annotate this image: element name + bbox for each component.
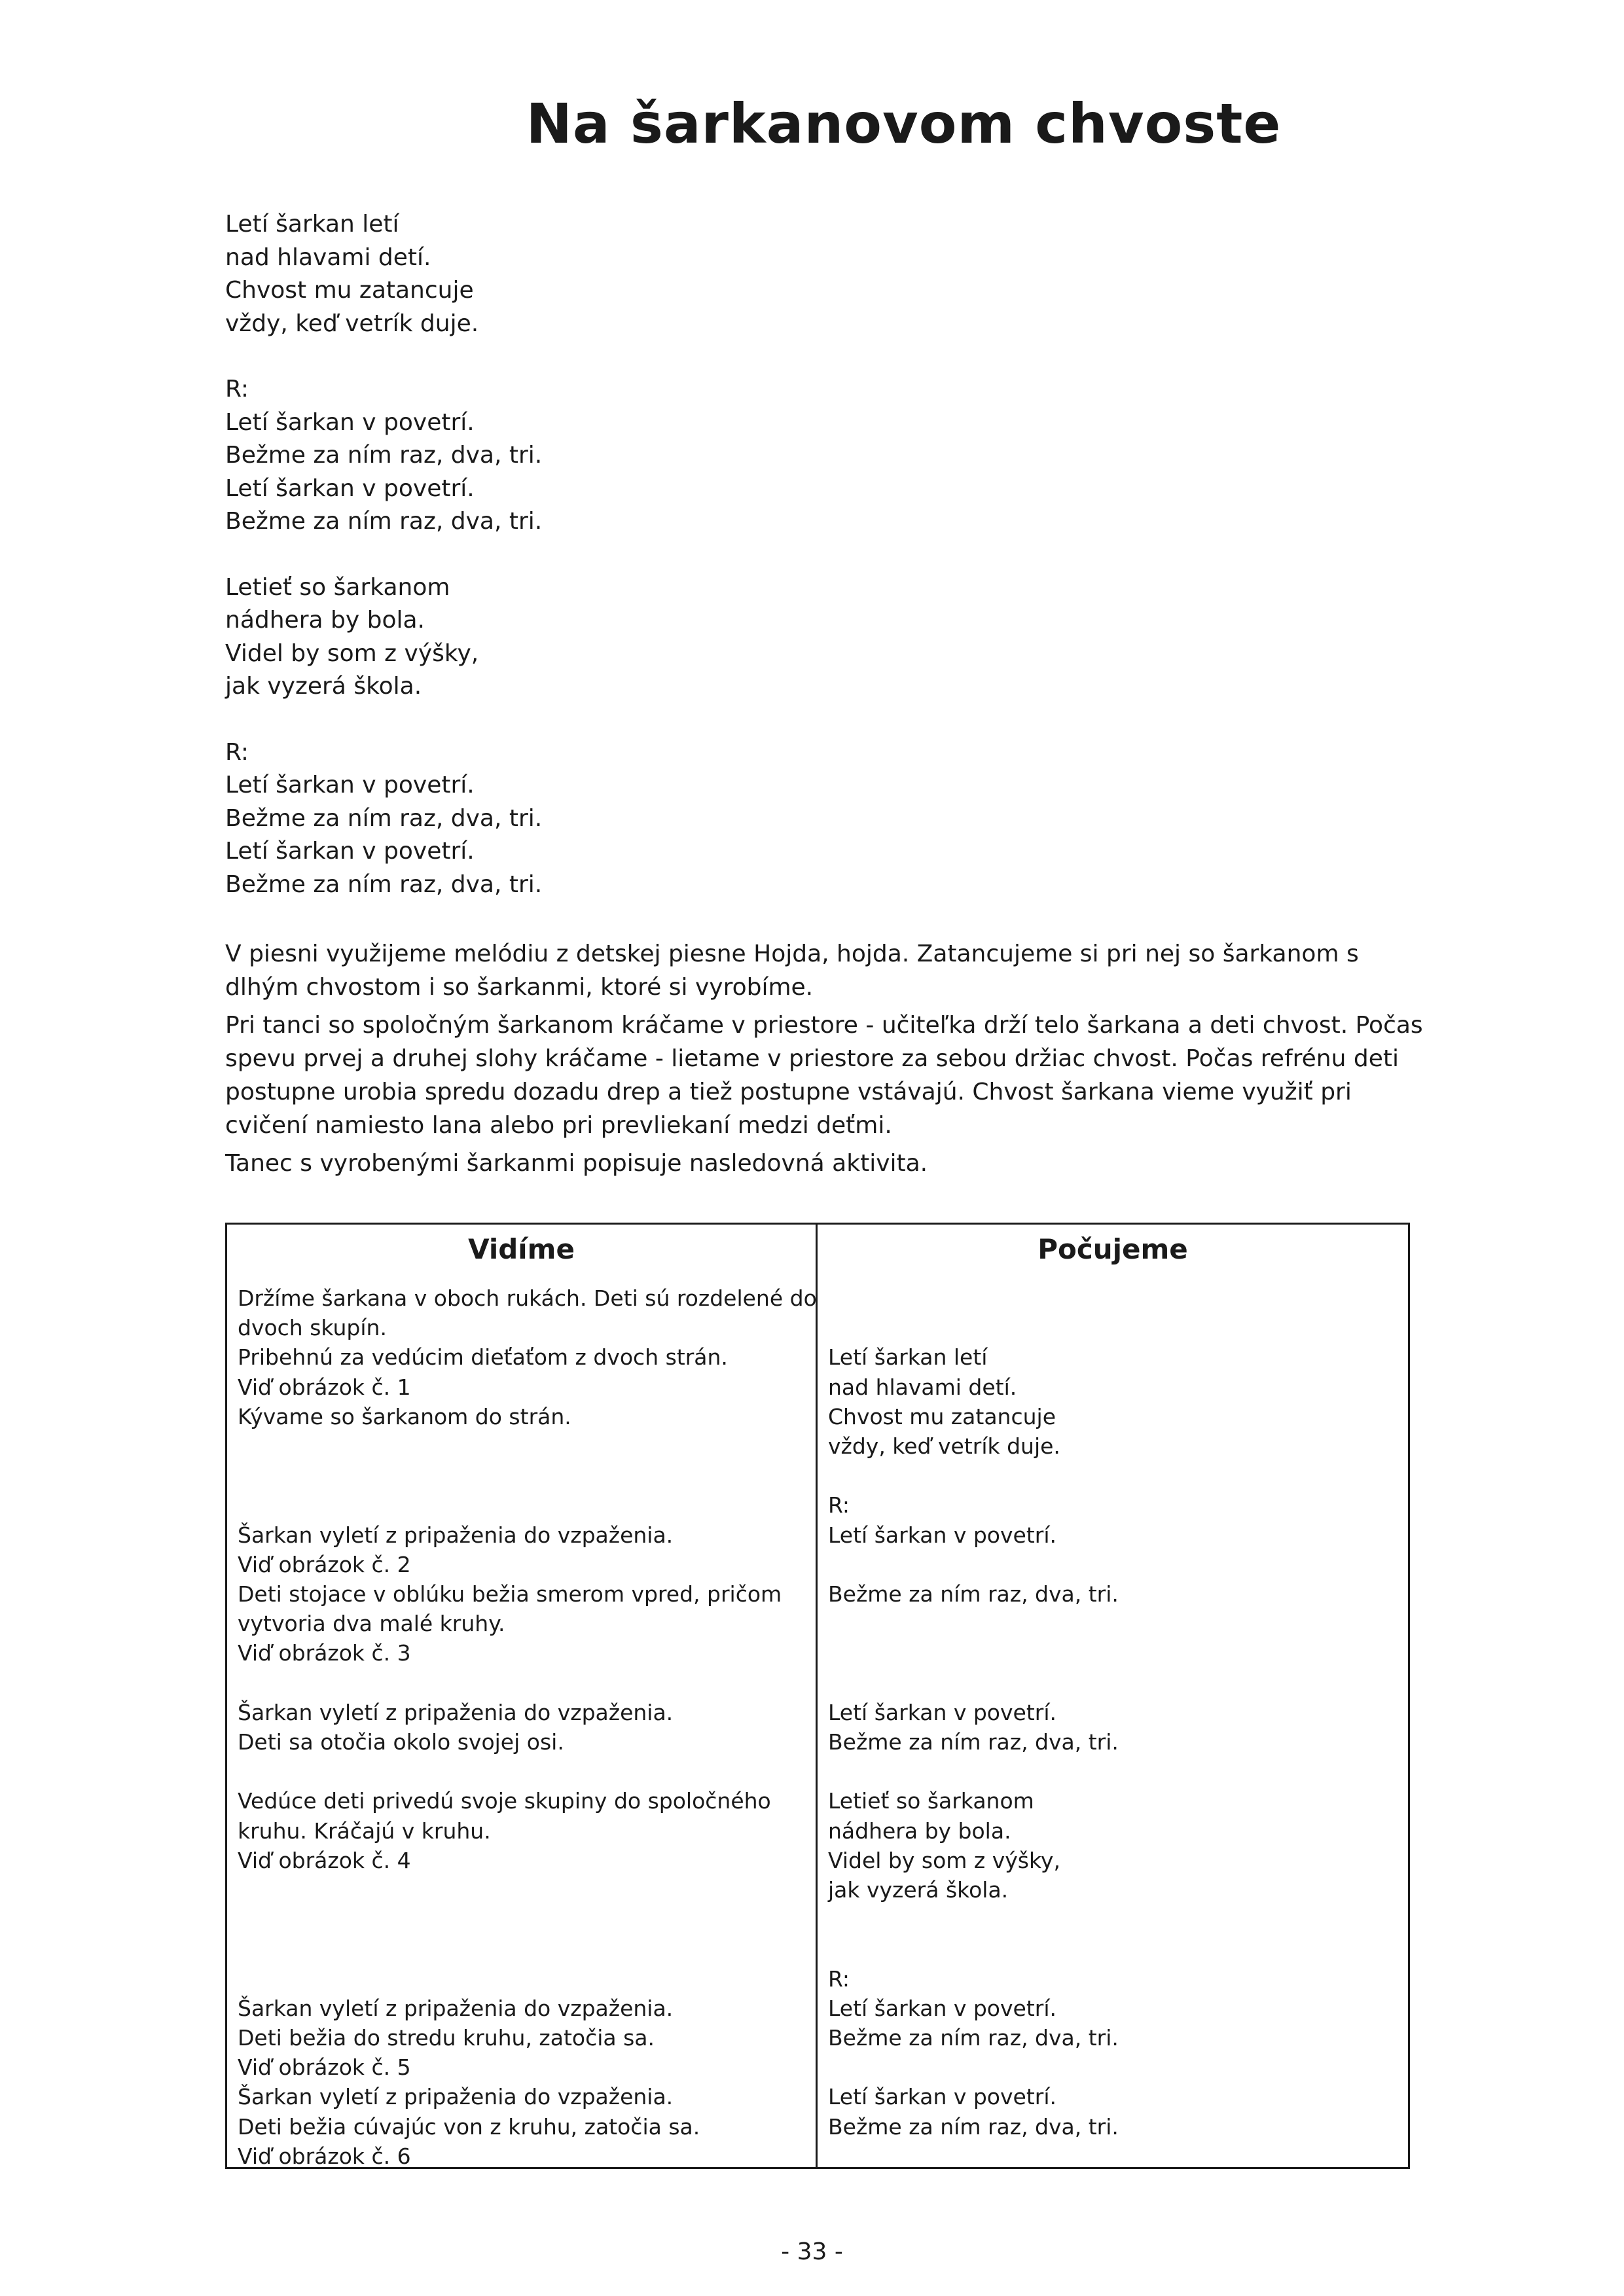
- column-header-vidime: Vidíme: [468, 1233, 575, 1265]
- lyrics-line: Bežme za ním raz, dva, tri.: [225, 442, 543, 469]
- table-line: Letí šarkan letí: [828, 1344, 988, 1371]
- table-line: Deti sa otočia okolo svojej osi.: [238, 1729, 564, 1755]
- table-line: [238, 1964, 805, 1994]
- table-line: [238, 1490, 805, 1520]
- table-line: Letí šarkan v povetrí.: [828, 1522, 1056, 1548]
- table-line: [828, 2053, 1398, 2082]
- lyrics-line: Letí šarkan v povetrí.: [225, 475, 475, 502]
- lyrics-line: Letí šarkan v povetrí.: [225, 838, 475, 865]
- table-line: Viď obrázok č. 5: [238, 2054, 411, 2081]
- table-line: [828, 1905, 1398, 1934]
- table-line: Letí šarkan v povetrí.: [828, 2084, 1056, 2110]
- paragraph: V piesni využijeme melódiu z detskej piesne Hojda, hojda. Zatancujeme si pri nej so šarkanom s dlhým chvostom i so šarkanmi, ktoré si vyrobíme.: [225, 941, 1359, 1001]
- table-line: Bežme za ním raz, dva, tri.: [828, 1581, 1119, 1607]
- table-line: Šarkan vyletí z pripaženia do vzpaženia.: [238, 1522, 674, 1548]
- lyrics-line: nad hlavami detí.: [225, 243, 431, 271]
- lyrics-line: Letí šarkan v povetrí.: [225, 408, 475, 436]
- lyrics-line: R:: [225, 738, 249, 766]
- lyrics-line: jak vyzerá škola.: [225, 673, 422, 700]
- table-line: [828, 1550, 1398, 1579]
- lyrics-line: vždy, keď vetrík duje.: [225, 310, 479, 337]
- table-line: [828, 1461, 1398, 1490]
- table-line: Bežme za ním raz, dva, tri.: [828, 2113, 1119, 2140]
- page-title: Na šarkanovom chvoste: [526, 92, 1282, 156]
- lyrics-stanza: [225, 571, 1142, 704]
- table-line: Viď obrázok č. 4: [238, 1847, 411, 1873]
- table-line: Deti bežia do stredu kruhu, zatočia sa.: [238, 2024, 655, 2051]
- table-line: R:: [828, 1492, 850, 1518]
- table-line: Šarkan vyletí z pripaženia do vzpaženia.: [238, 1995, 674, 2021]
- table-line: Letí šarkan v povetrí.: [828, 1699, 1056, 1725]
- table-line: jak vyzerá škola.: [828, 1876, 1009, 1903]
- table-line: Viď obrázok č. 6: [238, 2143, 411, 2169]
- table-line: Vedúce deti privedú svoje skupiny do spoločného: [238, 1788, 771, 1814]
- table-line: [828, 1609, 1398, 1638]
- table-line: R:: [828, 1965, 850, 1992]
- lyrics-line: Letieť so šarkanom: [225, 573, 450, 601]
- lyrics-line: Bežme za ním raz, dva, tri.: [225, 804, 543, 832]
- table-line: [238, 1934, 805, 1964]
- table-line: [238, 1757, 805, 1786]
- table-line: vždy, keď vetrík duje.: [828, 1433, 1060, 1459]
- table-line: Kývame so šarkanom do strán.: [238, 1403, 571, 1429]
- lyrics-line: Letí šarkan v povetrí.: [225, 772, 475, 798]
- song-lyrics: [225, 208, 1142, 934]
- table-line: Deti bežia cúvajúc von z kruhu, zatočia sa.: [238, 2113, 700, 2140]
- paragraph: Tanec s vyrobenými šarkanmi popisuje nasledovná aktivita.: [225, 1150, 928, 1177]
- lyrics-line: Bežme za ním raz, dva, tri.: [225, 870, 543, 898]
- table-line: [828, 1638, 1398, 1668]
- column-header-pocujeme: Počujeme: [1038, 1233, 1188, 1265]
- table-line: Deti stojace v oblúku bežia smerom vpred, pričom: [238, 1581, 782, 1607]
- page-number: - 33 -: [781, 2238, 843, 2265]
- table-line: [828, 1757, 1398, 1786]
- table-line: Šarkan vyletí z pripaženia do vzpaženia.: [238, 2084, 674, 2110]
- table-line: dvoch skupín.: [238, 1315, 387, 1341]
- lyrics-stanza: [225, 736, 1142, 902]
- lyrics-stanza: [225, 373, 1142, 539]
- lyrics-line: Bežme za ním raz, dva, tri.: [225, 508, 543, 535]
- table-line: [828, 1283, 1398, 1313]
- lyrics-line: Videl by som z výšky,: [225, 639, 479, 667]
- table-line: Viď obrázok č. 2: [238, 1551, 411, 1577]
- table-line: [238, 1875, 805, 1905]
- table-line: [238, 1668, 805, 1698]
- table-line: Letieť so šarkanom: [828, 1788, 1034, 1814]
- table-line: [238, 1431, 805, 1461]
- table-line: [828, 1313, 1398, 1342]
- table-line: [828, 1934, 1398, 1964]
- lyrics-line: nádhera by bola.: [225, 607, 425, 634]
- table-line: Pribehnú za vedúcim dieťaťom z dvoch strán.: [238, 1344, 728, 1371]
- lyrics-line: Chvost mu zatancuje: [225, 277, 474, 304]
- column-pocujeme: [818, 1225, 1408, 2167]
- table-line: nad hlavami detí.: [828, 1374, 1017, 1400]
- table-line: nádhera by bola.: [828, 1818, 1011, 1844]
- table-line: Viď obrázok č. 3: [238, 1640, 411, 1666]
- lyrics-stanza: [225, 208, 1142, 340]
- table-line: Bežme za ním raz, dva, tri.: [828, 2024, 1119, 2051]
- column-text-vidime: [238, 1283, 817, 2171]
- table-line: kruhu. Kráčajú v kruhu.: [238, 1818, 491, 1844]
- description-paragraphs: [225, 937, 1423, 1185]
- table-line: Videl by som z výšky,: [828, 1847, 1060, 1873]
- column-text-pocujeme: [828, 1283, 1398, 2142]
- paragraph: Pri tanci so spoločným šarkanom kráčame v priestore - učiteľka drží telo šarkana a deti chvost. Počas spevu prvej a druhej slohy kráčame - lietame v priestore za sebou držiac chvost. Počas refrénu deti postupne urobia spredu dozadu drep a tiež postupne vstávajú. Chvost šarkana vieme využiť pri cvičení namiesto lana alebo pri prevliekaní medzi deťmi.: [225, 1012, 1423, 1139]
- lyrics-line: Letí šarkan letí: [225, 211, 399, 238]
- table-line: Šarkan vyletí z pripaženia do vzpaženia.: [238, 1699, 674, 1725]
- table-line: Letí šarkan v povetrí.: [828, 1995, 1056, 2021]
- table-line: Viď obrázok č. 1: [238, 1374, 411, 1400]
- table-line: [238, 1461, 805, 1490]
- table-line: [238, 1905, 805, 1934]
- table-line: vytvoria dva malé kruhy.: [238, 1611, 505, 1637]
- table-line: Chvost mu zatancuje: [828, 1403, 1056, 1429]
- lyrics-line: R:: [225, 376, 249, 403]
- table-line: [828, 1668, 1398, 1698]
- column-vidime: [227, 1225, 818, 2167]
- activity-table: [225, 1223, 1410, 2169]
- table-line: Držíme šarkana v oboch rukách. Deti sú rozdelené do: [238, 1285, 817, 1311]
- table-line: Bežme za ním raz, dva, tri.: [828, 1729, 1119, 1755]
